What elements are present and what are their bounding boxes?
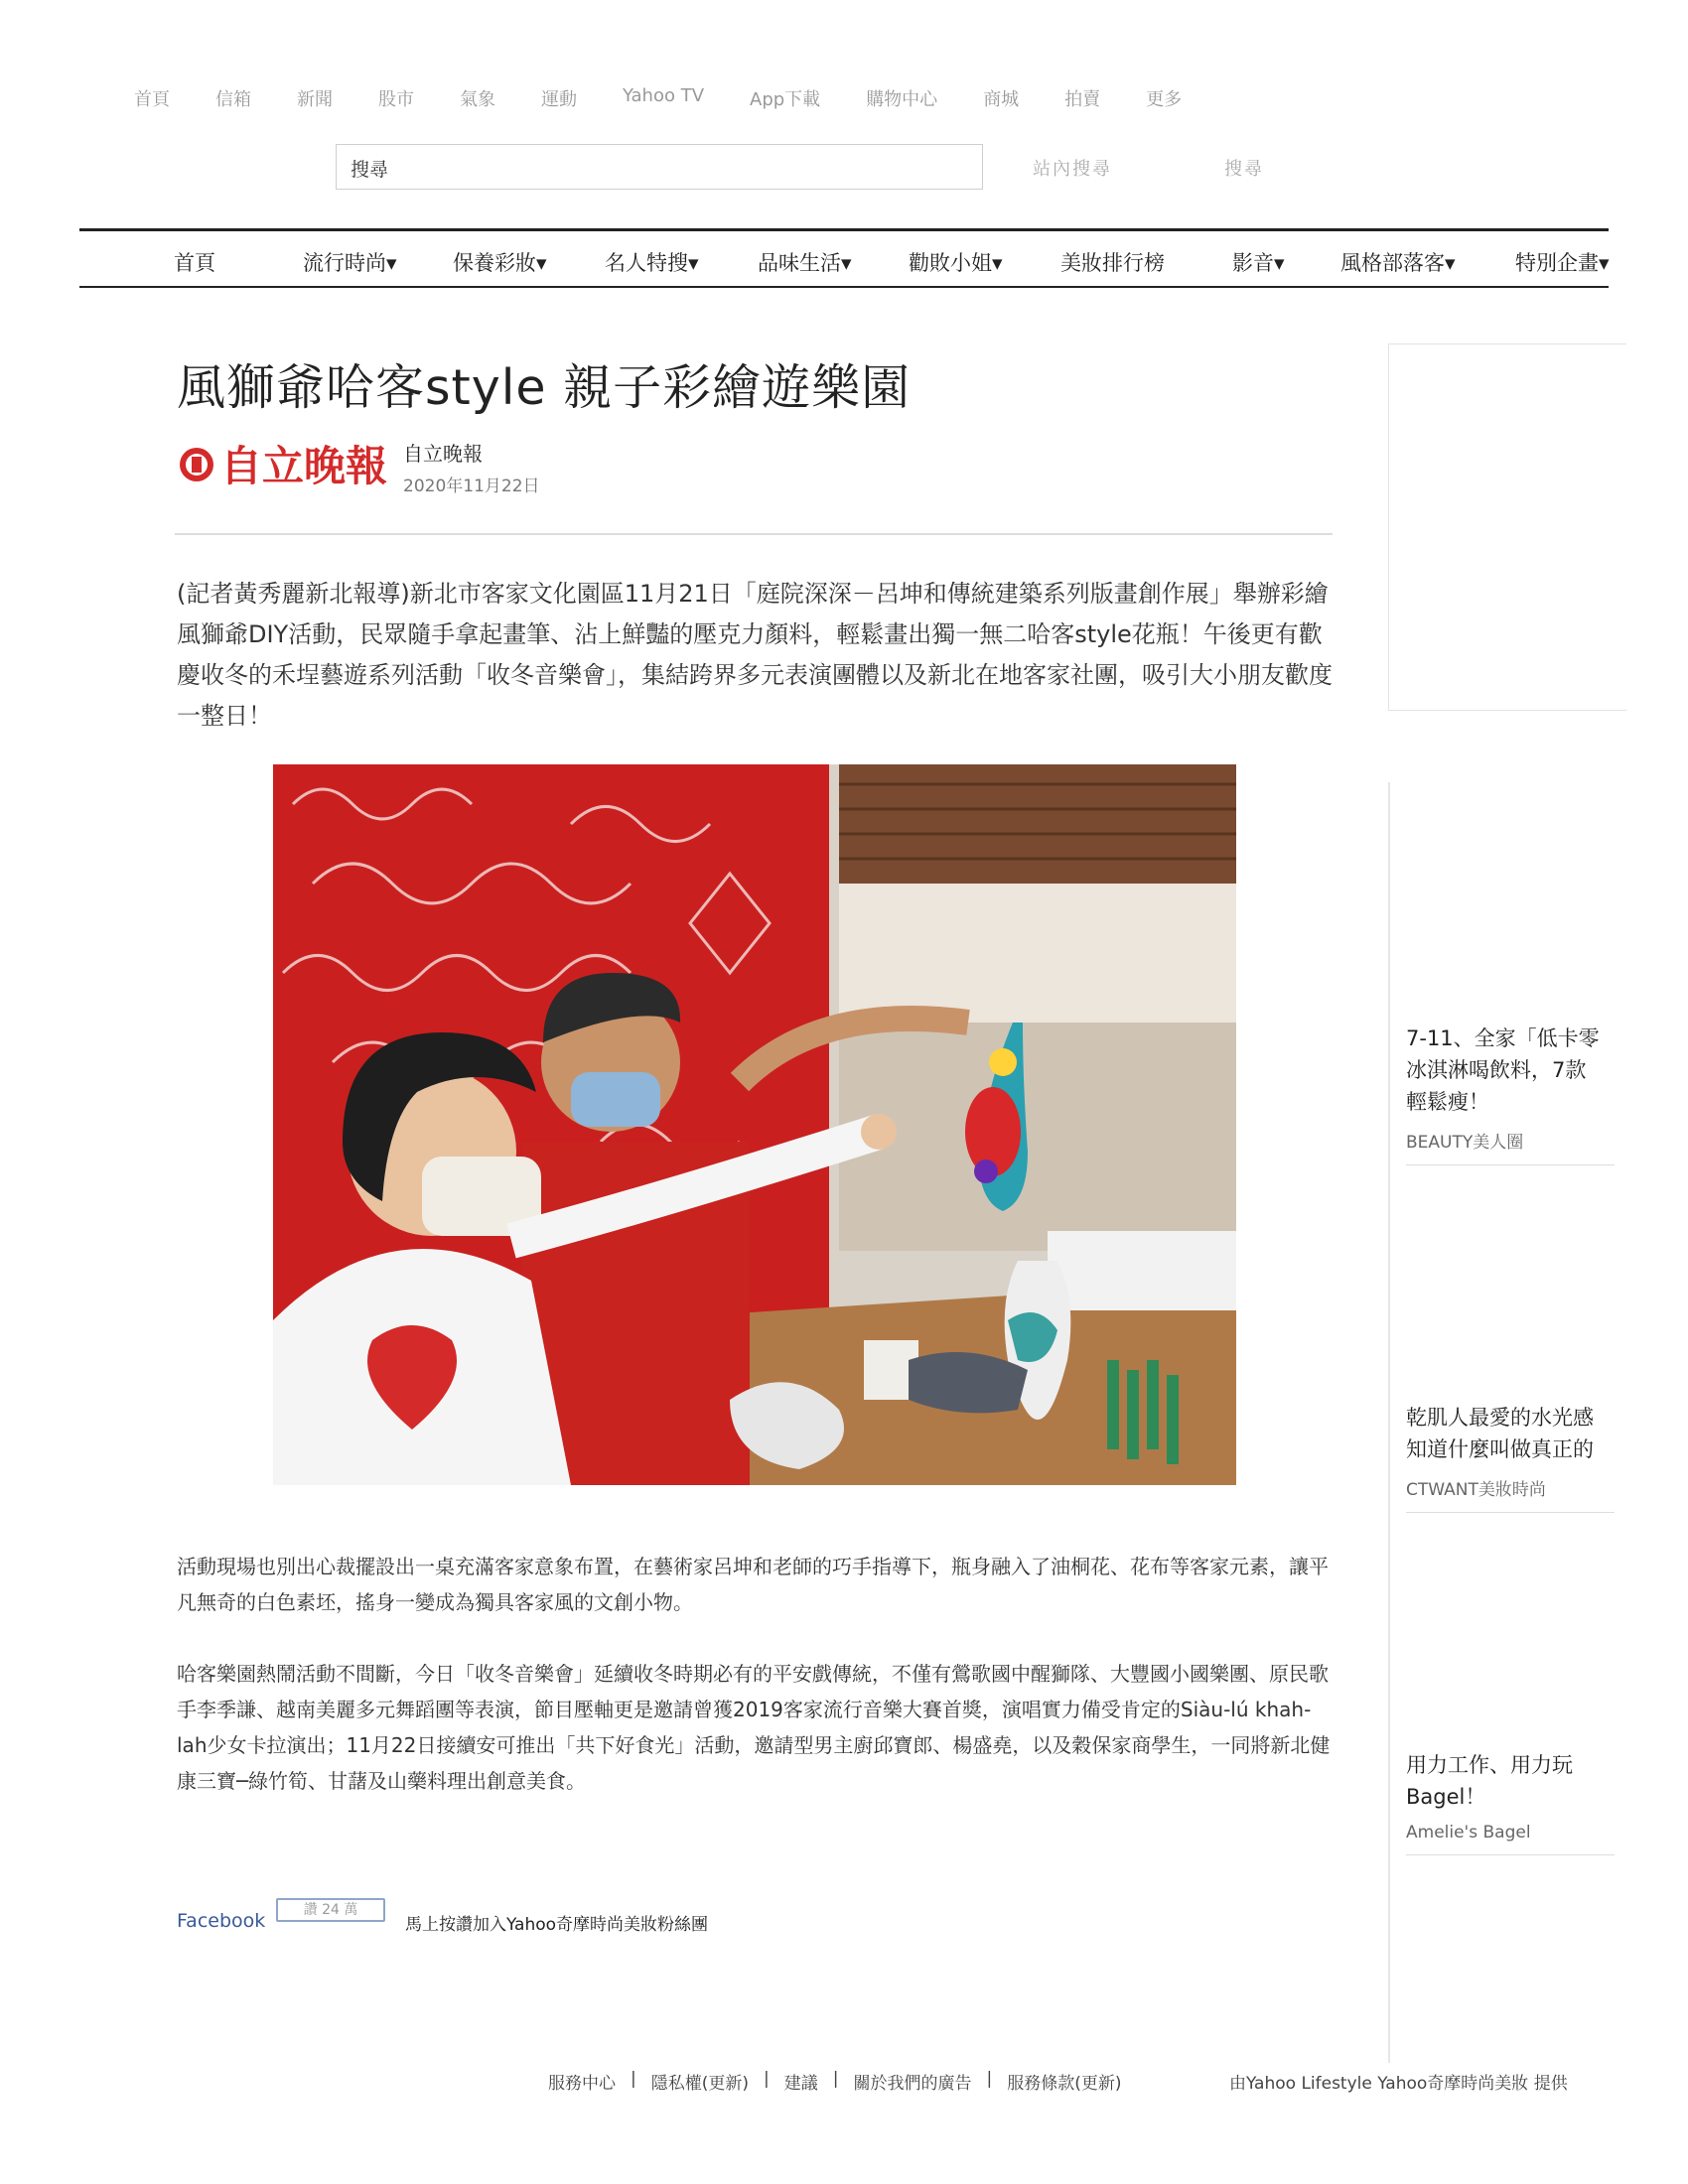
footer-link-privacy[interactable]: 隱私權(更新): [650, 2074, 749, 2094]
footer-separator: |: [986, 2069, 993, 2089]
site-search-button[interactable]: 站內搜尋: [1033, 159, 1112, 180]
sidebar-story-title: 冰淇淋喝飲料，7款: [1406, 1058, 1587, 1082]
footer-separator: |: [631, 2069, 636, 2089]
top-nav-more[interactable]: 更多: [1146, 89, 1183, 110]
sidebar-story-divider: [1406, 1512, 1615, 1513]
article-lead: (記者黃秀麗新北報導)新北市客家文化園區11月21日「庭院深深－呂坤和傳統建築系列版畫創作展」舉辦彩繪風獅爺DIY活動，民眾隨手拿起畫筆、沾上鮮豔的壓克力顏料，輕鬆畫出獨一無二哈客style花瓶！午後更有歡慶收冬的禾埕藝遊系列活動「收冬音樂會」，集結跨界多元表演團體以及新北在地客家社團，吸引大小朋友歡度一整日！: [177, 580, 1333, 730]
sidebar-divider: [1388, 782, 1390, 2063]
category-video[interactable]: 影音▾: [1232, 251, 1285, 275]
category-shopping-miss[interactable]: 勸敗小姐▾: [909, 251, 1003, 275]
search-button[interactable]: 搜尋: [1224, 159, 1264, 180]
category-bloggers[interactable]: 風格部落客▾: [1340, 251, 1456, 275]
article-title: 風獅爺哈客style 親子彩繪遊樂園: [177, 359, 912, 416]
top-nav-mail[interactable]: 信箱: [215, 89, 251, 110]
footer-separator: |: [764, 2069, 770, 2089]
category-fashion[interactable]: 流行時尚▾: [303, 251, 397, 275]
sidebar-ad-slot: [1388, 343, 1626, 711]
top-nav-tv[interactable]: Yahoo TV: [623, 85, 705, 106]
top-nav-weather[interactable]: 氣象: [460, 89, 495, 110]
sidebar-story-title: 7-11、全家「低卡零: [1406, 1026, 1600, 1050]
sidebar-story-divider: [1406, 1854, 1615, 1855]
footer: [548, 2069, 1568, 2094]
sidebar-story-source: Amelie's Bagel: [1406, 1823, 1531, 1843]
footer-separator: |: [832, 2069, 839, 2089]
footer-link-feedback[interactable]: 建議: [783, 2074, 818, 2094]
category-home[interactable]: 首頁: [174, 251, 215, 275]
category-special[interactable]: 特別企畫▾: [1515, 251, 1610, 275]
top-nav-auction[interactable]: 拍賣: [1064, 89, 1101, 110]
sidebar-story-2[interactable]: [1406, 1402, 1615, 1513]
sidebar-story-title: 用力工作、用力玩: [1406, 1753, 1573, 1777]
footer-link-help[interactable]: 服務中心: [548, 2074, 616, 2094]
sidebar-story-title: 知道什麼叫做真正的: [1406, 1437, 1594, 1461]
sidebar-story-title: Bagel！: [1406, 1785, 1486, 1809]
top-nav-news[interactable]: 新聞: [297, 89, 333, 110]
sidebar-story-source: CTWANT美妝時尚: [1406, 1480, 1546, 1500]
footer-link-ads[interactable]: 關於我們的廣告: [853, 2074, 972, 2094]
category-beauty[interactable]: 保養彩妝▾: [453, 251, 547, 275]
category-lifestyle[interactable]: 品味生活▾: [758, 251, 852, 275]
sidebar-story-3[interactable]: [1406, 1749, 1615, 1855]
category-ranking[interactable]: 美妝排行榜: [1060, 251, 1165, 275]
header-divider: [175, 533, 1333, 535]
top-nav-app[interactable]: App下載: [750, 89, 821, 110]
sidebar-story-source: BEAUTY美人圈: [1406, 1133, 1524, 1153]
top-nav-mall[interactable]: 商城: [983, 89, 1020, 110]
publisher-name[interactable]: 自立晚報: [403, 442, 483, 466]
footer-link-terms[interactable]: 服務條款(更新): [1007, 2074, 1122, 2094]
sidebar-story-title: 輕鬆瘦！: [1406, 1090, 1489, 1114]
top-nav-sports[interactable]: 運動: [541, 89, 577, 110]
top-nav-stock[interactable]: 股市: [378, 89, 414, 110]
sidebar-story-1[interactable]: [1406, 1023, 1615, 1165]
publisher-logo-text: 自立晚報: [220, 442, 387, 490]
top-nav-home[interactable]: 首頁: [134, 89, 170, 110]
publish-date: 2020年11月22日: [403, 477, 540, 496]
facebook-link[interactable]: Facebook: [177, 1910, 266, 1932]
facebook-like-button[interactable]: 讚 24 萬: [276, 1898, 385, 1922]
search-input[interactable]: 搜尋: [336, 144, 983, 190]
publisher-logo: [177, 437, 387, 492]
article-paragraph-1: 活動現場也別出心裁擺設出一桌充滿客家意象布置，在藝術家呂坤和老師的巧手指導下，瓶身融入了油桐花、花布等客家元素，讓平凡無奇的白色素坯，搖身一變成為獨具客家風的文創小物。: [177, 1555, 1329, 1614]
footer-credit: 由Yahoo Lifestyle Yahoo奇摩時尚美妝 提供: [1229, 2074, 1568, 2094]
category-nav: [79, 228, 1609, 288]
top-nav: [134, 85, 1227, 111]
top-nav-shopping[interactable]: 購物中心: [866, 89, 938, 110]
sidebar-story-divider: [1406, 1164, 1615, 1165]
article-paragraph-2: 哈客樂園熱鬧活動不間斷，今日「收冬音樂會」延續收冬時期必有的平安戲傳統，不僅有鶯歌國中醒獅隊、大豐國小國樂團、原民歌手李季謙、越南美麗多元舞蹈團等表演，節目壓軸更是邀請曾獲2019客家流行音樂大賽首獎，演唱實力備受肯定的Siàu-lú khah-lah少女卡拉演出；11月22日接續安可推出「共下好食光」活動，邀請型男主廚邱寶郎、楊盛堯，以及穀保家商學生，一同將新北健康三寶─綠竹筍、甘藷及山藥料理出創意美食。: [177, 1662, 1331, 1793]
category-celebrity[interactable]: 名人特搜▾: [605, 251, 699, 275]
photo-scene: [273, 764, 1236, 1485]
sidebar-story-title: 乾肌人最愛的水光感: [1406, 1406, 1594, 1430]
fan-page-prompt[interactable]: 馬上按讚加入Yahoo奇摩時尚美妝粉絲團: [405, 1915, 709, 1935]
article-photo: [273, 764, 1236, 1485]
